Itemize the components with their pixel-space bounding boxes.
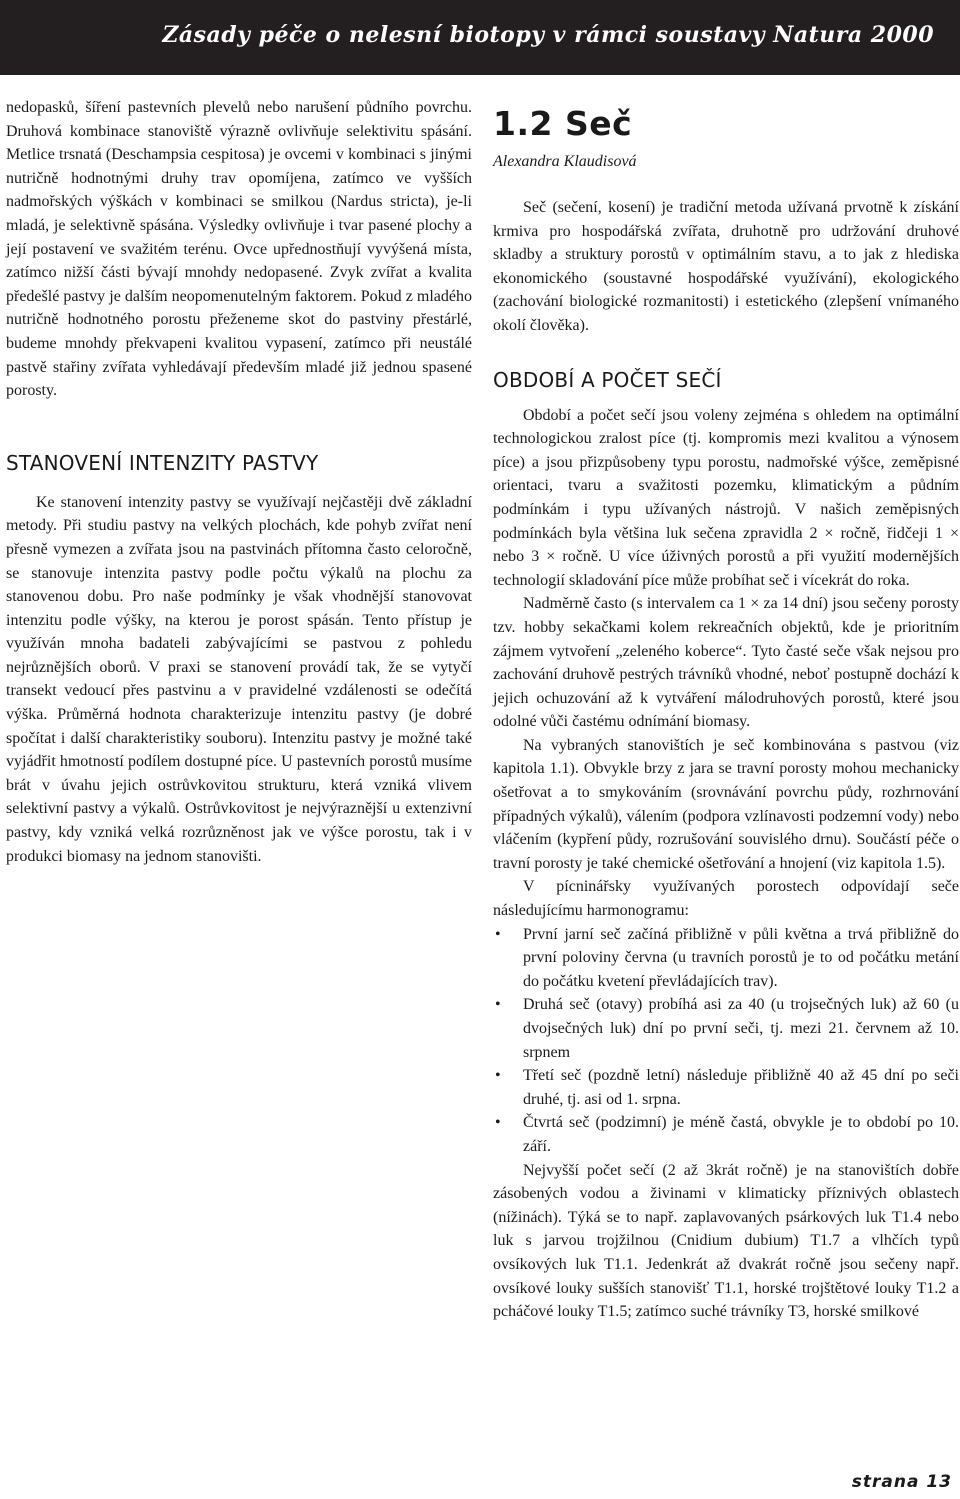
paragraph: Seč (sečení, kosení) je tradiční metoda užívaná prvotně k získání krmiva pro hospodářská zvířata, druhotně pro udržování druhové skladby a struktury porostů v optimálním stavu, a to jak z hlediska ekonomického (soustavné hospodářské využívání), ekologického (zachování biologické rozmanitosti) i estetického (zlepšení vnímaného okolí člověka).	[493, 199, 959, 334]
bullet-icon: •	[495, 996, 501, 1014]
paragraph: Nejvyšší počet sečí (2 až 3krát ročně) je na stanovištích dobře zásobených vodou a živinami v klimaticky příznivých oblastech (nížinách). Týká se to např. zaplavovaných psárkových luk T1.4 nebo luk s jarvou trojžilnou (Cnidium dubium) T1.7 a vlhčích typů ovsíkových luk T1.1. Jedenkrát až dvakrát ročně jsou sečeny např. ovsíkové louky sušších stanovišť T1.1, horské trojštětové louky T1.2 a pcháčové louky T1.5; zatímco suché trávníky T3, horské smilkové	[493, 1161, 959, 1321]
list-item-text: Druhá seč (otavy) probíhá asi za 40 (u trojsečných luk) až 60 (u dvojsečných luk) dní po první seči, tj. mezi 21. červnem až 10. srpnem	[523, 996, 959, 1061]
running-header-title: Zásady péče o nelesní biotopy v rámci soustavy Natura 2000	[162, 22, 934, 48]
paragraph: Ke stanovení intenzity pastvy se využívají nejčastěji dvě základní metody. Při studiu pastvy na velkých plochách, kde pohyb zvířat není přesně vymezen a zvířata jsou na pastvinách přítomna často celoročně, se stanovuje intenzita pastvy podle počtu výkalů na plochu za stanovenou dobu. Pro naše podmínky je však vhodnější stanovovat intenzitu podle výšky, na kterou je porost spásán. Tento přístup je využíván mnoha badateli zabývajícími se pastvou z pohledu nejrůznějších oborů. V praxi se stanovení provádí tak, že se vytyčí transekt vedoucí přes pastvinu a v pravidelné vzdálenosti se odečítá výška. Průměrná hodnota charakterizuje intenzitu pastvy (je dobré spočítat i další charakteristiky souboru). Intenzitu pastvy je možné také vyjádřit hmotností podílem dostupné píce. U pastevních porostů musíme brát v úvahu jejich ostrůvkovitou strukturu, která vzniká vlivem selektivní pastvy a výkalů. Ostrůvkovitost je nejvýraznější u extenzivní pastvy, kdy vzniká velká rozrůzněnost jak ve výšce porostu, tak i v produkci biomasy na jednom stanovišti.	[6, 493, 472, 865]
right-column	[493, 96, 959, 1324]
paragraph: Období a počet sečí jsou voleny zejména s ohledem na optimální technologickou zralost píce (tj. kompromis mezi kvalitou a výnosem píce) a jsou přizpůsobeny typu porostu, nadmořské výšce, zeměpisné orientaci, tvaru a svažitosti pozemku, klimatickým a půdním podmínkám i typu užívaných nástrojů. V našich zeměpisných podmínkách byla většina luk sečena zpravidla 2 × ročně, řidčeji 1 × nebo 3 × ročně. U více úživných porostů a při využití modernějších technologií skladování píce může probíhat seč i vícekrát do roka.	[493, 406, 959, 589]
list-item	[493, 1111, 959, 1158]
page-number: strana 13	[851, 1472, 952, 1492]
list-item	[493, 1064, 959, 1111]
paragraph: Nadměrně často (s intervalem ca 1 × za 14 dní) jsou sečeny porosty tzv. hobby sekačkami kolem rekreačních objektů, kde je prioritním zájmem vytvoření „zeleného koberce“. Tyto časté seče však nejsou pro zachování druhově pestrých trávníků vhodné, neboť postupně dochází k jejich ochuzování až k vytváření málodruhových porostů, které jsou odolné vůči častému odnímání biomasy.	[493, 595, 959, 731]
list-item	[493, 923, 959, 994]
chapter-title: 1.2 Seč	[493, 104, 633, 143]
section-heading: STANOVENÍ INTENZITY PASTVY	[6, 450, 319, 475]
bullet-icon: •	[495, 1067, 501, 1085]
bullet-icon: •	[495, 925, 501, 943]
section-heading: OBDOBÍ A POČET SEČÍ	[493, 367, 722, 392]
mowing-schedule-list	[493, 923, 959, 1159]
list-item-text: Čtvrtá seč (podzimní) je méně častá, obvykle je to období po 10. září.	[523, 1114, 959, 1155]
header-bar	[0, 0, 960, 75]
paragraph: nedopasků, šíření pastevních plevelů nebo narušení půdního povrchu. Druhová kombinace stanoviště výrazně ovlivňuje selektivitu spásání. Metlice trsnatá (Deschampsia cespitosa) je ovcemi v kombinaci s jinými nutričně hodnotnými druhy trav opomíjena, zatímco ve vyšších nadmořských výškách v kombinaci se smilkou (Nardus stricta), je-li mladá, je selektivně spásána. Výsledky ovlivňuje i tvar pasené plochy a její postavení ve svažitém terénu. Ovce upřednostňují vyvýšená místa, zatímco nižší části bývají mnohdy nedopasené. Zvyk zvířat a kvalita předešlé pastvy je dalším neopomenutelným faktorem. Pokud z mladého nutričně hodnotného porostu přeženeme skot do pastviny přestárlé, budeme mnohdy překvapeni kvalitou vypasení, zatímco při neustálé pastvě stařiny zvířata vyhledávají především mladé již jednou spasené porosty.	[6, 99, 472, 400]
bullet-icon: •	[495, 1114, 501, 1132]
paragraph: Na vybraných stanovištích je seč kombinována s pastvou (viz kapitola 1.1). Obvykle brzy z jara se travní porosty mohou mechanicky ošetřovat a to smykováním (srovnávání povrchu půdy, rozhrnování případných výkalů), válením (podpora vzlínavosti podzemní vody) nebo vláčením (kypření půdy, rozrušování souvislého drnu). Součástí péče o travní porosty je také chemické ošetřování a hnojení (viz kapitola 1.5).	[493, 736, 959, 872]
list-item	[493, 993, 959, 1064]
left-column	[6, 96, 472, 868]
list-item-text: Třetí seč (pozdně letní) následuje přibližně 40 až 45 dní po seči druhé, tj. asi od 1. srpna.	[523, 1067, 959, 1108]
paragraph: V pícninářsky využívaných porostech odpovídají seče následujícímu harmonogramu:	[493, 878, 959, 920]
list-item-text: První jarní seč začíná přibližně v půli května a trvá přibližně do první poloviny června (u travních porostů je to od počátku metání do počátku kvetení převládajících trav).	[523, 925, 959, 990]
author-name: Alexandra Klaudisová	[493, 153, 637, 170]
